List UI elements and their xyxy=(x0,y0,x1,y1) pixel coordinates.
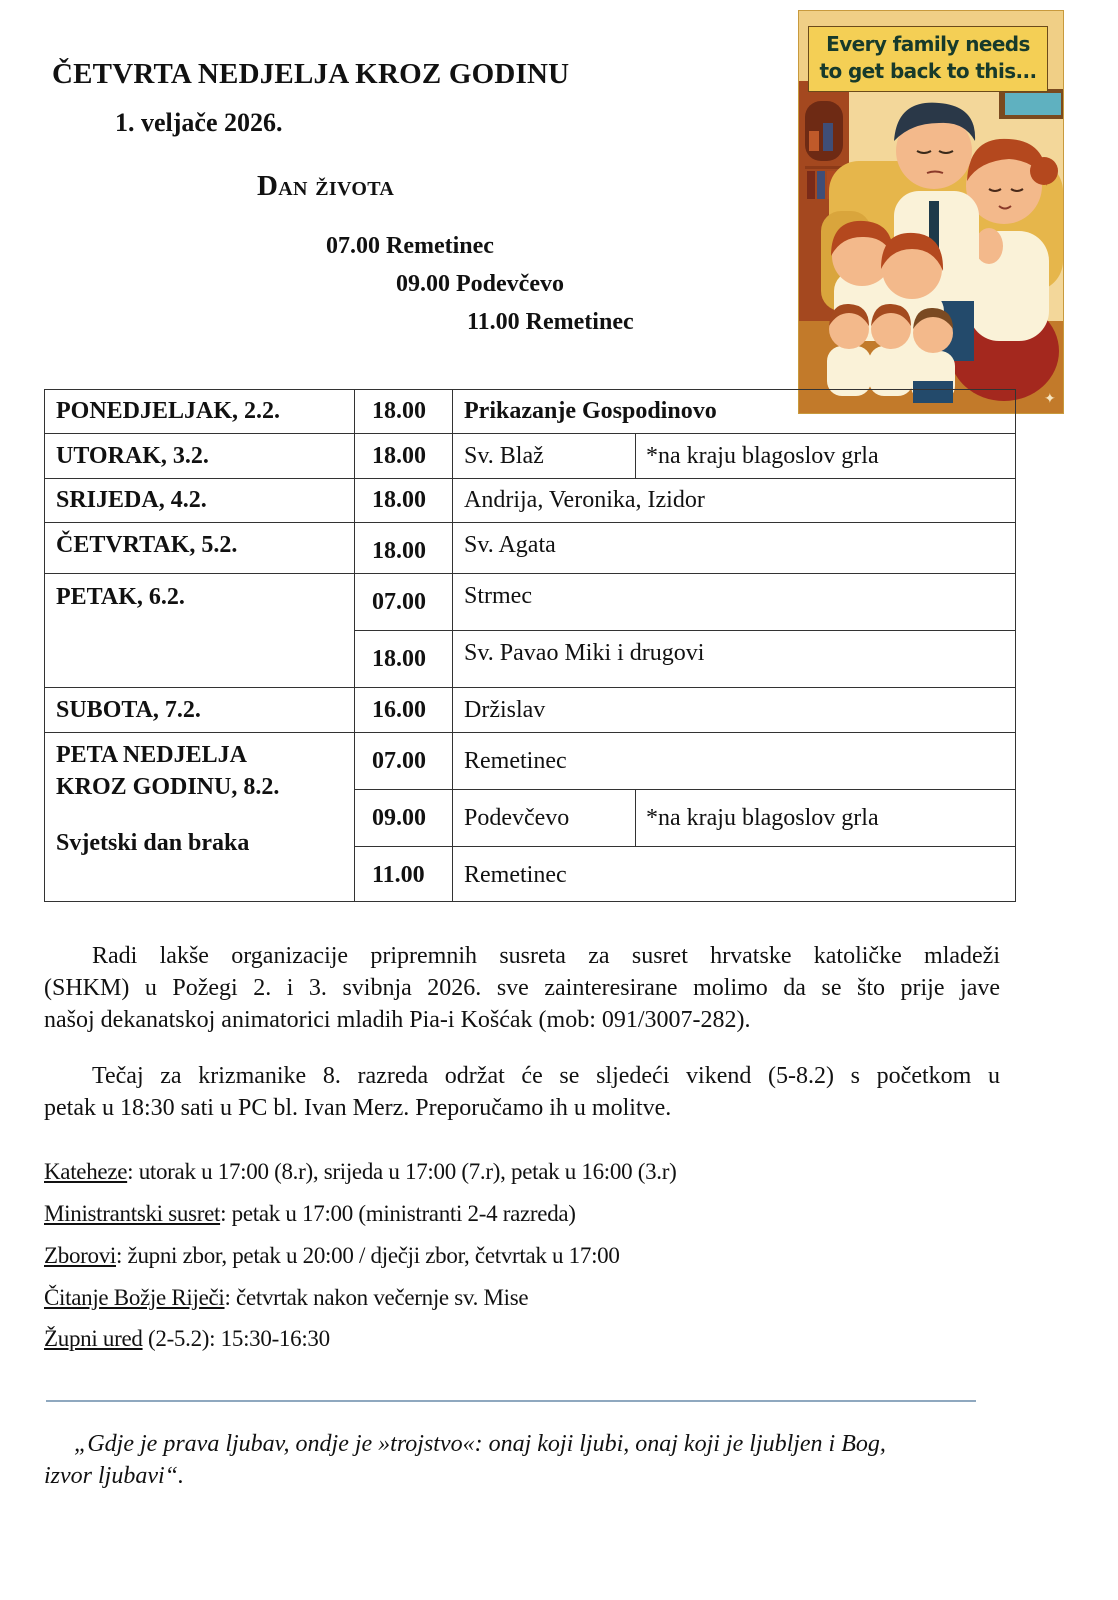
poster-caption xyxy=(808,26,1048,92)
table-note-cell: *na kraju blagoslov grla xyxy=(646,443,879,469)
paragraph-line: petak u 18:30 sati u PC bl. Ivan Merz. Preporučamo ih u molitve. xyxy=(44,1095,672,1121)
table-time-cell: 18.00 xyxy=(372,487,426,513)
table-time-cell: 16.00 xyxy=(372,697,426,723)
table-intention-cell: Sv. Agata xyxy=(464,532,556,558)
paragraph-line: Radi lakše organizacije pripremnih susreta za susret hrvatske katoličke mladeži xyxy=(92,943,1000,969)
table-row-divider xyxy=(354,789,1016,790)
table-intention-cell: Remetinec xyxy=(464,748,567,774)
table-border xyxy=(44,901,1016,902)
table-intention-cell: Sv. Pavao Miki i drugovi xyxy=(464,640,705,666)
closing-quote xyxy=(44,1428,1004,1492)
info-parish-office xyxy=(44,1326,330,1352)
table-time-cell: 18.00 xyxy=(372,646,426,672)
table-border xyxy=(44,389,45,902)
table-row-divider xyxy=(44,687,1016,688)
table-intention-cell: Podevčevo xyxy=(464,805,570,831)
table-column-divider xyxy=(635,433,636,478)
table-column-divider xyxy=(452,389,453,902)
announcement-confirmation-course xyxy=(44,1060,1000,1124)
table-intention-cell: Držislav xyxy=(464,697,546,723)
table-day-cell: SRIJEDA, 4.2. xyxy=(56,487,207,513)
info-text: : petak u 17:00 (ministranti 2-4 razreda) xyxy=(220,1201,576,1226)
info-text: : utorak u 17:00 (8.r), srijeda u 17:00 (7.r), petak u 16:00 (3.r) xyxy=(127,1159,677,1184)
table-day-cell: UTORAK, 3.2. xyxy=(56,443,209,469)
table-intention-cell: Sv. Blaž xyxy=(464,443,544,469)
poster-caption-line: to get back to this... xyxy=(819,59,1037,83)
info-label: Čitanje Božje Riječi xyxy=(44,1285,225,1310)
table-column-divider xyxy=(354,389,355,902)
separator-line xyxy=(46,1400,976,1402)
table-column-divider xyxy=(635,789,636,846)
table-border xyxy=(1015,389,1016,902)
info-text: : župni zbor, petak u 20:00 / dječji zbor, četvrtak u 17:00 xyxy=(116,1243,620,1268)
table-time-cell: 11.00 xyxy=(372,862,425,888)
table-day-note: Svjetski dan braka xyxy=(56,830,250,856)
table-row-divider xyxy=(44,478,1016,479)
page-subtitle: Dan života xyxy=(257,170,395,202)
info-label: Zborovi xyxy=(44,1243,116,1268)
info-label: Kateheze xyxy=(44,1159,128,1184)
table-time-cell: 18.00 xyxy=(372,443,426,469)
sunday-mass-time: 09.00 Podevčevo xyxy=(396,271,564,297)
table-day-cell: SUBOTA, 7.2. xyxy=(56,697,201,723)
info-altar-servers xyxy=(44,1201,576,1227)
table-day-cell: PONEDJELJAK, 2.2. xyxy=(56,398,281,424)
table-intention-cell: Remetinec xyxy=(464,862,567,888)
quote-line: „Gdje je prava ljubav, ondje je »trojstvo«: onaj koji ljubi, onaj koji je ljubljen i Bog, xyxy=(74,1431,886,1457)
table-row-divider xyxy=(44,433,1016,434)
table-intention-cell: Andrija, Veronika, Izidor xyxy=(464,487,705,513)
table-row-divider xyxy=(354,846,1016,847)
weekly-mass-schedule-table xyxy=(44,389,1016,902)
table-time-cell: 18.00 xyxy=(372,538,426,564)
table-time-cell: 09.00 xyxy=(372,805,426,831)
table-border xyxy=(44,389,1016,390)
table-intention-cell: Strmec xyxy=(464,583,532,609)
table-row-divider xyxy=(354,630,1016,631)
info-text: : četvrtak nakon večernje sv. Mise xyxy=(224,1285,529,1310)
table-day-cell: PETAK, 6.2. xyxy=(56,584,185,610)
table-time-cell: 07.00 xyxy=(372,748,426,774)
sunday-mass-time: 07.00 Remetinec xyxy=(326,233,494,259)
table-row-divider xyxy=(44,573,1016,574)
table-time-cell: 18.00 xyxy=(372,398,426,424)
sunday-mass-time: 11.00 Remetinec xyxy=(467,309,634,335)
table-day-cell: KROZ GODINU, 8.2. xyxy=(56,774,280,800)
table-note-cell: *na kraju blagoslov grla xyxy=(646,805,879,831)
info-catechesis xyxy=(44,1159,676,1185)
page-title: ČETVRTA NEDJELJA KROZ GODINU xyxy=(52,58,570,90)
family-prayer-illustration xyxy=(798,10,1064,414)
svg-text:✦: ✦ xyxy=(1044,391,1056,407)
info-choirs xyxy=(44,1243,620,1269)
table-intention-cell: Prikazanje Gospodinovo xyxy=(464,398,717,424)
table-day-cell: ČETVRTAK, 5.2. xyxy=(56,532,238,558)
poster-caption-line: Every family needs xyxy=(826,32,1030,56)
table-time-cell: 07.00 xyxy=(372,589,426,615)
page-date: 1. veljače 2026. xyxy=(115,108,283,137)
info-bible-reading xyxy=(44,1285,528,1311)
quote-line: izvor ljubavi“. xyxy=(44,1463,185,1489)
paragraph-line: (SHKM) u Požegi 2. i 3. svibnja 2026. sve zainteresirane molimo da se što prije jave xyxy=(44,975,1000,1001)
info-text: (2-5.2): 15:30-16:30 xyxy=(142,1326,330,1351)
paragraph-line: našoj dekanatskoj animatorici mladih Pia-i Košćak (mob: 091/3007-282). xyxy=(44,1007,751,1033)
table-row-divider xyxy=(44,522,1016,523)
info-label: Župni ured xyxy=(44,1326,143,1351)
announcement-shkm xyxy=(44,940,1000,1036)
info-label: Ministrantski susret xyxy=(44,1201,221,1226)
paragraph-line: Tečaj za krizmanike 8. razreda održat će se sljedeći vikend (5-8.2) s početkom u xyxy=(92,1063,1000,1089)
table-row-divider xyxy=(44,732,1016,733)
table-day-cell: PETA NEDJELJA xyxy=(56,742,247,768)
